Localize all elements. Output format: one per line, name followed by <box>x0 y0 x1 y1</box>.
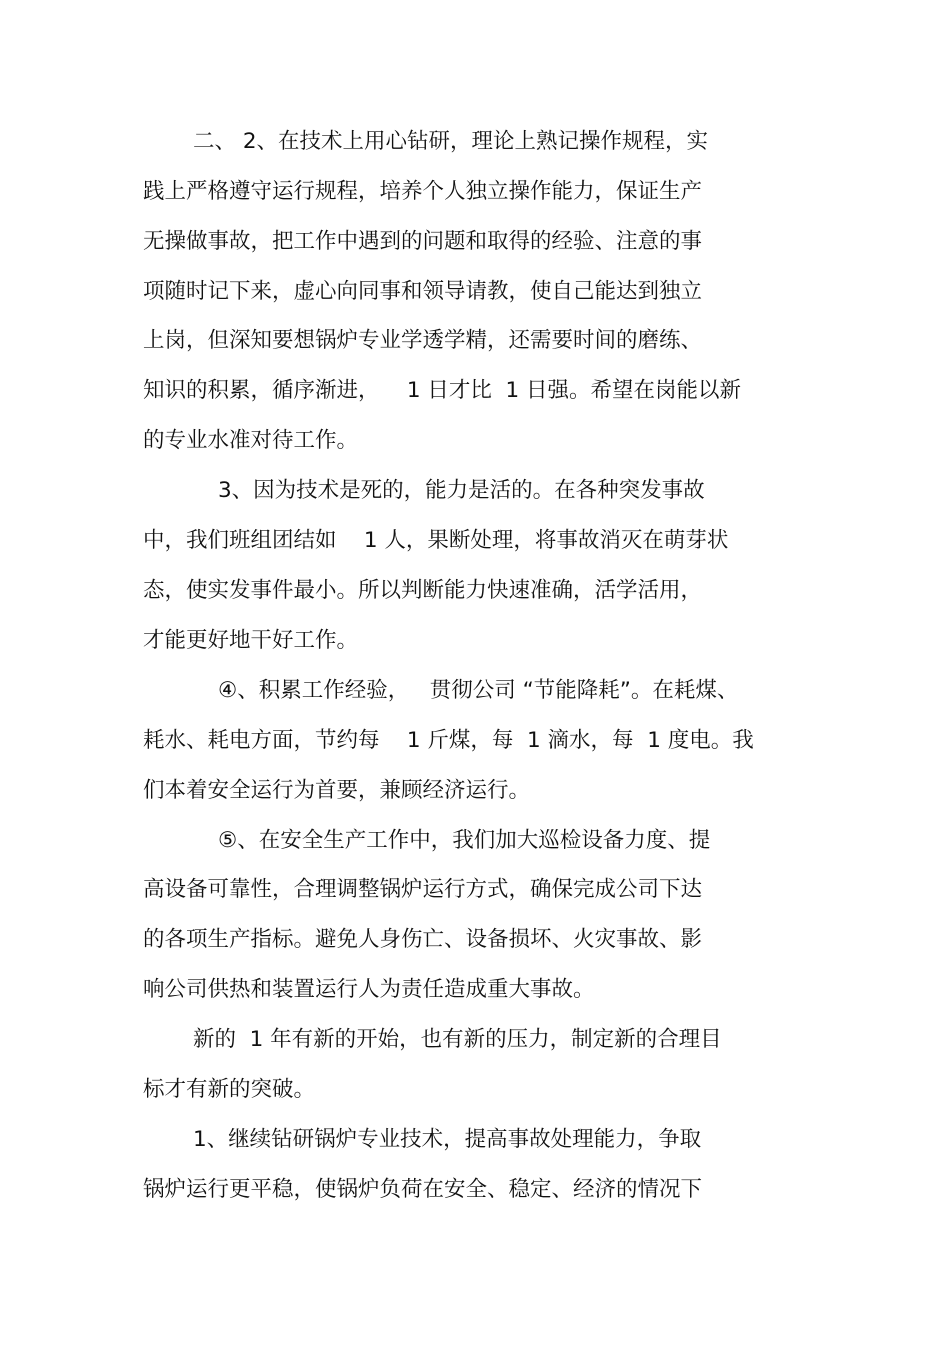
text-line-12: ④、积累工作经验， 贯彻公司 “节能降耗”。在耗煤、 <box>218 678 739 703</box>
text-line-15: ⑤、在安全生产工作中，我们加大巡检设备力度、提 <box>218 828 711 853</box>
text-line-19: 新的 1 年有新的开始，也有新的压力，制定新的合理目 <box>193 1027 722 1052</box>
text-line-1: 二、 2、在技术上用心钻研，理论上熟记操作规程，实 <box>193 129 709 154</box>
text-line-7: 的专业水准对待工作。 <box>143 428 359 453</box>
text-line-6: 知识的积累，循序渐进， 1 日才比 1 日强。希望在岗能以新 <box>143 378 742 403</box>
text-line-11: 才能更好地干好工作。 <box>143 628 359 653</box>
text-line-9: 中，我们班组团结如 1 人，果断处理，将事故消灭在萌芽状 <box>143 528 729 553</box>
text-line-2: 践上严格遵守运行规程，培养个人独立操作能力，保证生产 <box>143 179 703 204</box>
text-line-10: 态，使实发事件最小。所以判断能力快速准确，活学活用， <box>143 578 703 603</box>
text-line-16: 高设备可靠性，合理调整锅炉运行方式，确保完成公司下达 <box>143 877 703 902</box>
text-line-8: 3、因为技术是死的，能力是活的。在各种突发事故 <box>218 478 705 503</box>
text-line-3: 无操做事故，把工作中遇到的问题和取得的经验、注意的事 <box>143 229 703 254</box>
text-line-5: 上岗，但深知要想锅炉专业学透学精，还需要时间的磨练、 <box>143 328 703 353</box>
text-line-13: 耗水、耗电方面，节约每 1 斤煤，每 1 滴水，每 1 度电。我 <box>143 728 754 753</box>
text-line-17: 的各项生产指标。避免人身伤亡、设备损坏、火灾事故、影 <box>143 927 703 952</box>
text-line-4: 项随时记下来，虚心向同事和领导请教，使自己能达到独立 <box>143 279 703 304</box>
text-line-14: 们本着安全运行为首要，兼顾经济运行。 <box>143 778 531 803</box>
text-line-22: 锅炉运行更平稳，使锅炉负荷在安全、稳定、经济的情况下 <box>143 1177 703 1202</box>
text-line-21: 1、继续钻研锅炉专业技术，提高事故处理能力，争取 <box>193 1127 702 1152</box>
text-line-18: 响公司供热和装置运行人为责任造成重大事故。 <box>143 977 595 1002</box>
text-line-20: 标才有新的突破。 <box>143 1077 316 1102</box>
